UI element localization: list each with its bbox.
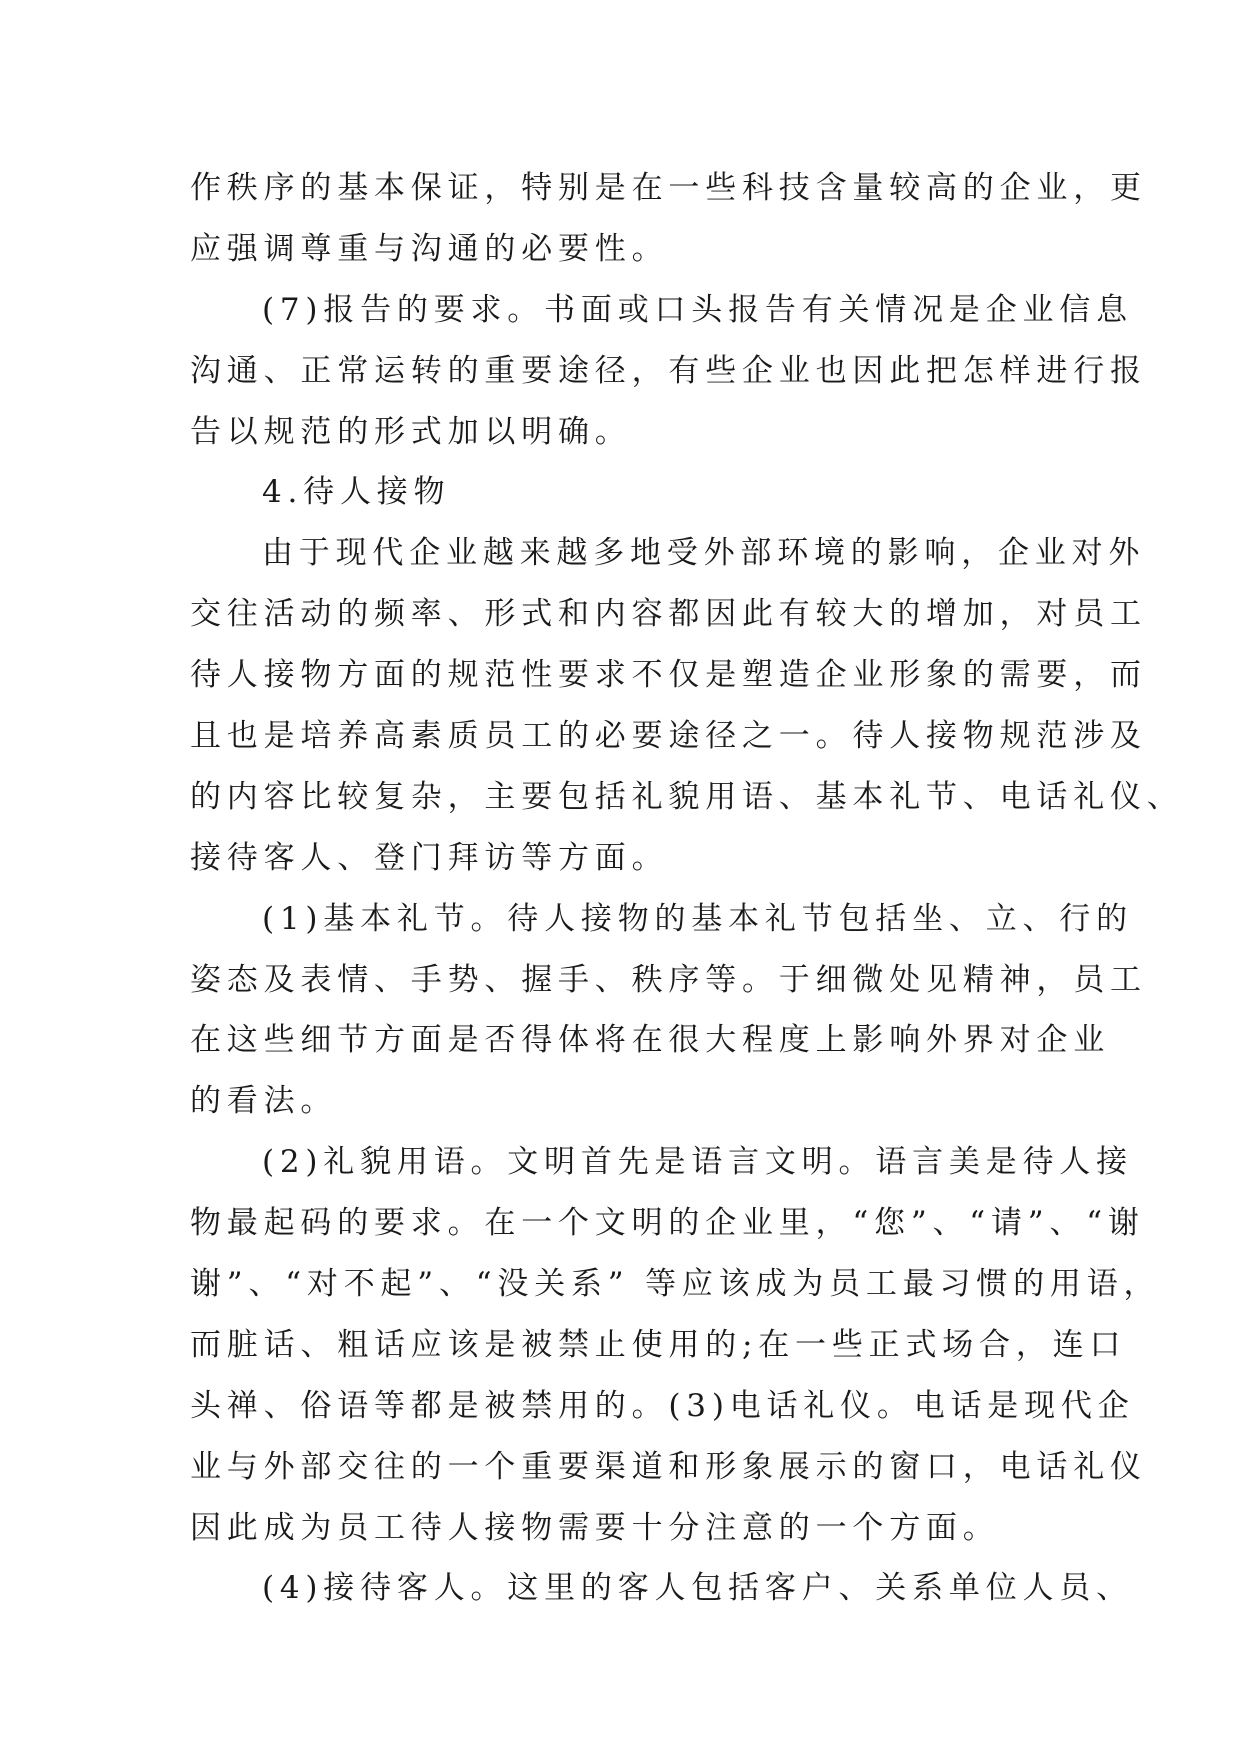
text-line: 由于现代企业越来越多地受外部环境的影响，企业对外 <box>262 535 1146 572</box>
section-heading: 4.待人接物 <box>262 474 451 511</box>
text-line: (4)接待客人。这里的客人包括客户、关系单位人员、 <box>262 1570 1133 1607</box>
text-line: 作秩序的基本保证，特别是在一些科技含量较高的企业，更 <box>190 170 1147 206</box>
body-text <box>190 158 1184 1619</box>
text-line: 物最起码的要求。在一个文明的企业里，“您”、“请”、“谢 <box>190 1205 1145 1242</box>
text-line: (7)报告的要求。书面或口头报告有关情况是企业信息 <box>262 291 1133 328</box>
text-line: 而脏话、粗话应该是被禁止使用的;在一些正式场合，连口 <box>190 1326 1127 1363</box>
text-line: 接待客人、登门拜访等方面。 <box>190 839 669 876</box>
text-line: 的看法。 <box>190 1083 338 1120</box>
text-line: 在这些细节方面是否得体将在很大程度上影响外界对企业 <box>190 1022 1110 1059</box>
text-line: 待人接物方面的规范性要求不仅是塑造企业形象的需要，而 <box>190 657 1147 694</box>
text-line: 头禅、俗语等都是被禁用的。(3)电话礼仪。电话是现代企 <box>190 1387 1135 1424</box>
text-line: 因此成为员工待人接物需要十分注意的一个方面。 <box>190 1509 1000 1546</box>
text-line: 告以规范的形式加以明确。 <box>190 413 632 450</box>
text-line: 交往活动的频率、形式和内容都因此有较大的增加，对员工 <box>190 596 1147 633</box>
text-line: 业与外部交往的一个重要渠道和形象展示的窗口，电话礼仪 <box>190 1448 1147 1485</box>
text-line: 姿态及表情、手势、握手、秩序等。于细微处见精神，员工 <box>190 961 1147 998</box>
text-line: 谢”、“对不起”、“没关系” 等应该成为员工最习惯的用语， <box>190 1266 1161 1303</box>
text-line: 应强调尊重与沟通的必要性。 <box>190 230 669 267</box>
text-line: 的内容比较复杂，主要包括礼貌用语、基本礼节、电话礼仪、 <box>190 778 1184 815</box>
text-line: 沟通、正常运转的重要途径，有些企业也因此把怎样进行报 <box>190 352 1147 389</box>
text-line: (2)礼貌用语。文明首先是语言文明。语言美是待人接 <box>262 1144 1133 1181</box>
text-line: (1)基本礼节。待人接物的基本礼节包括坐、立、行的 <box>262 900 1133 937</box>
text-line: 且也是培养高素质员工的必要途径之一。待人接物规范涉及 <box>190 718 1147 755</box>
